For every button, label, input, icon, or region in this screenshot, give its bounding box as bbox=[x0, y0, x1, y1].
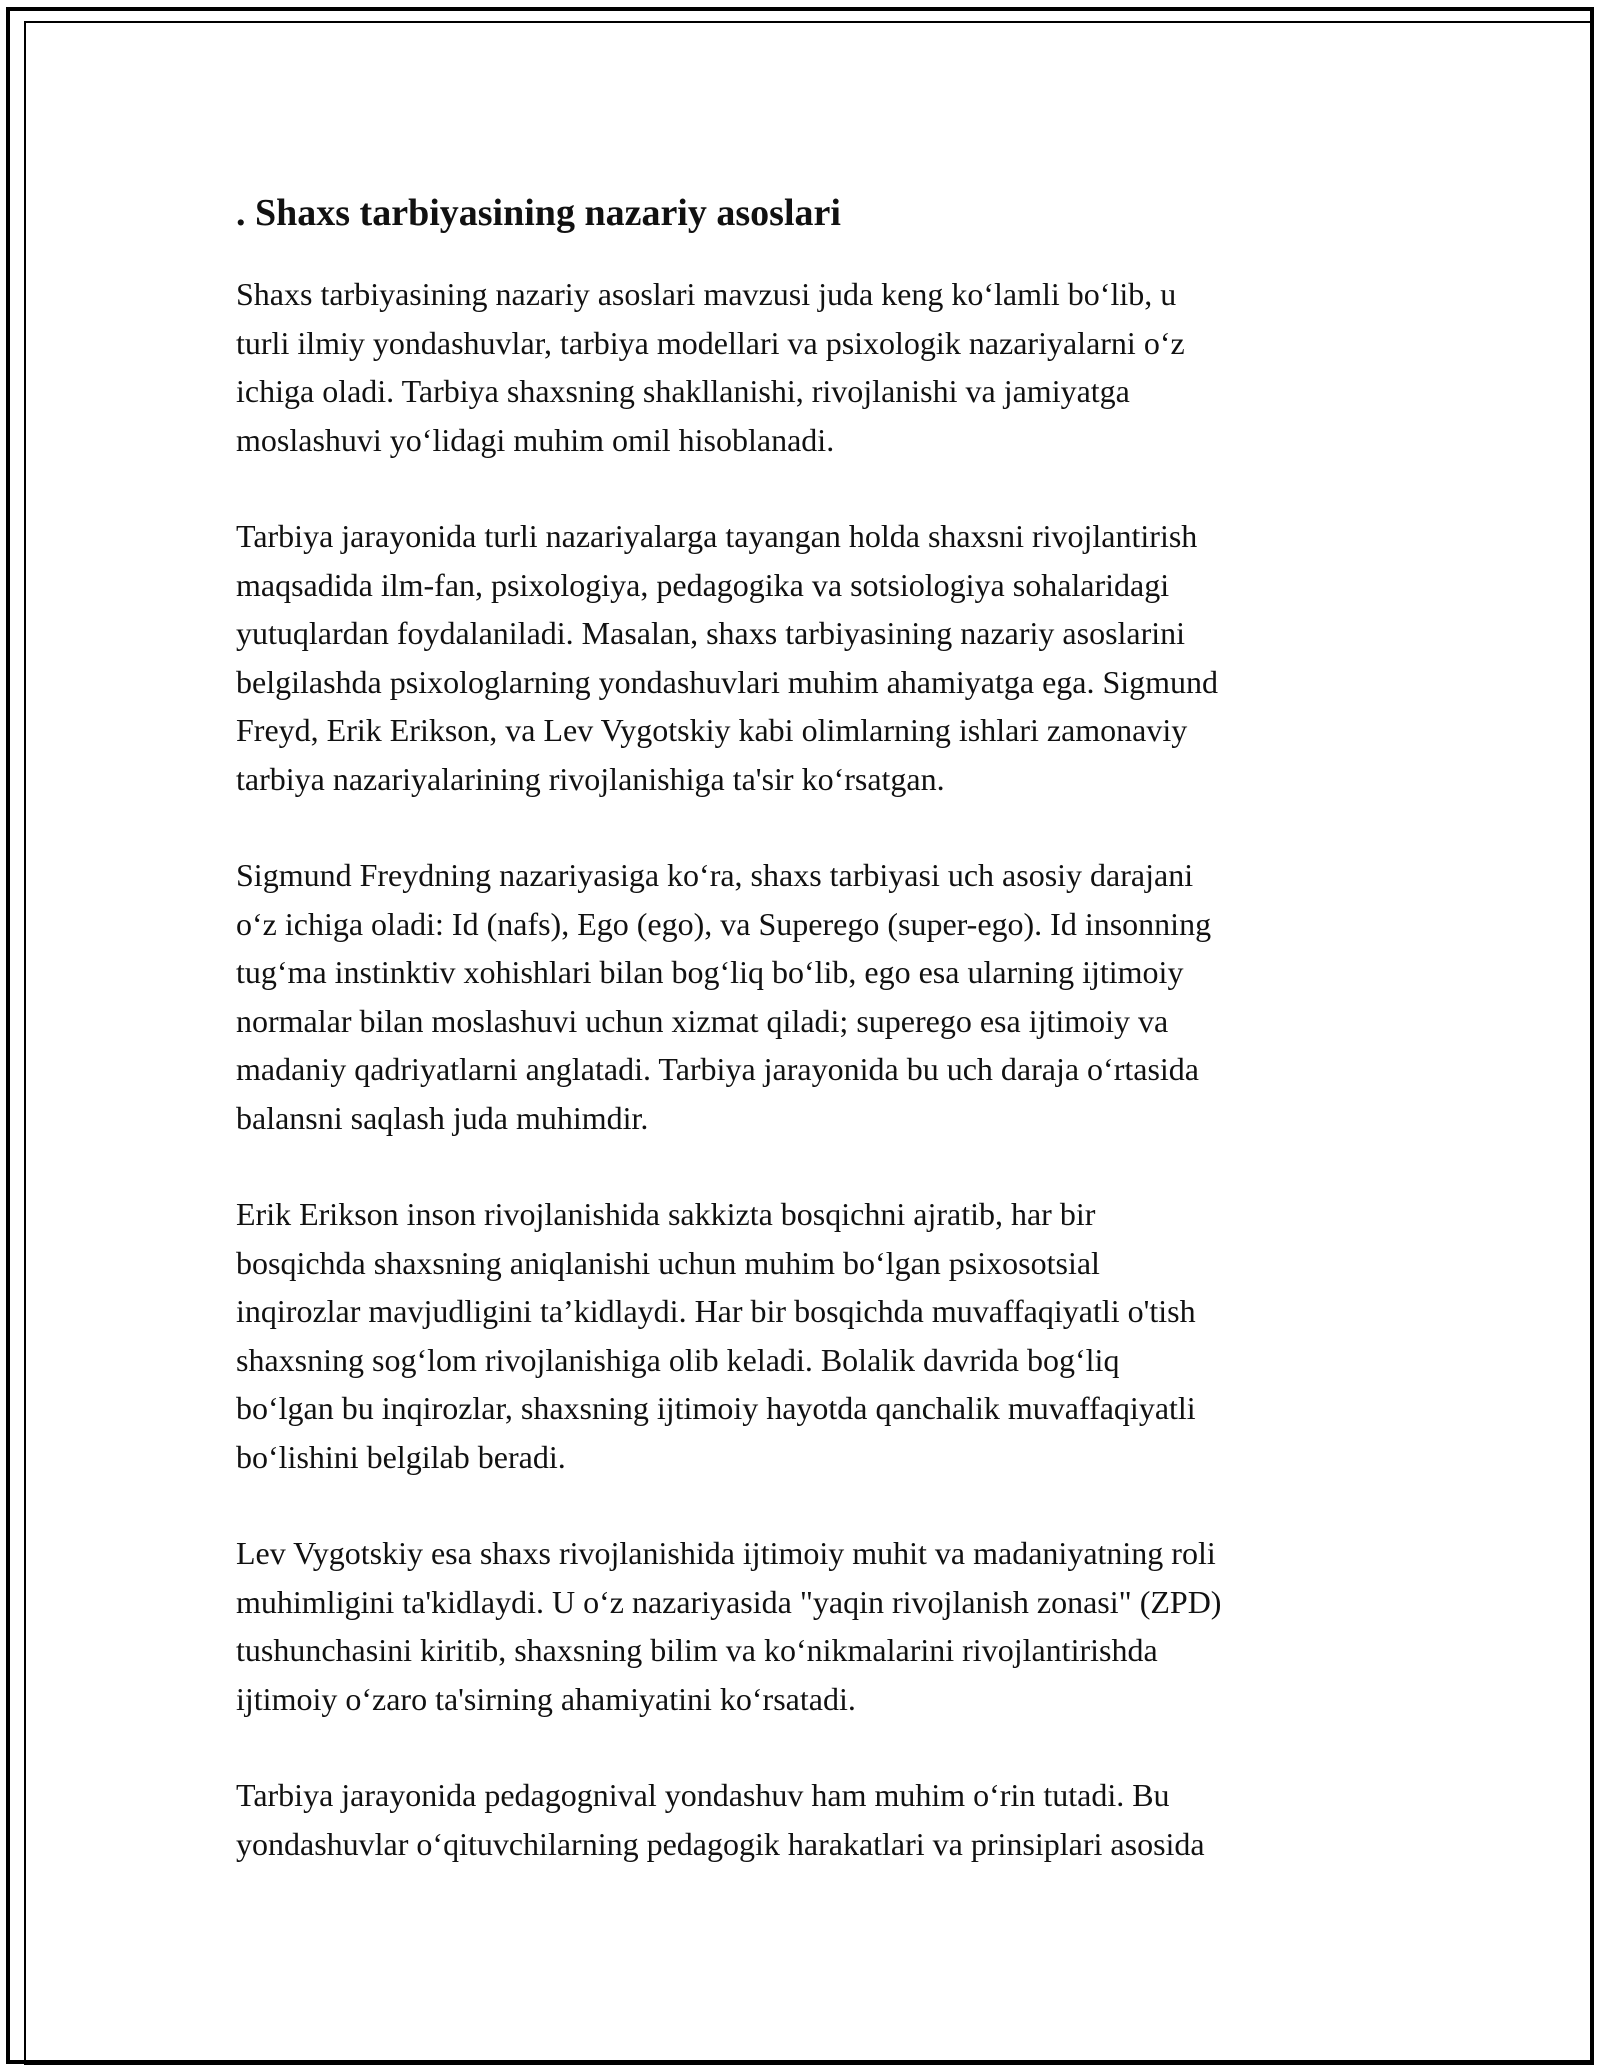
text-line: maqsadida ilm-fan, psixologiya, pedagogika va sotsiologiya sohalaridagi bbox=[236, 566, 1170, 603]
text-line: tarbiya nazariyalarining rivojlanishiga ta'sir koʻrsatgan. bbox=[236, 760, 945, 797]
text-line: madaniy qadriyatlarni anglatadi. Tarbiya jarayonida bu uch daraja oʻrtasida bbox=[236, 1051, 1199, 1087]
text-line: turli ilmiy yondashuvlar, tarbiya modellari va psixologik nazariyalarni oʻz bbox=[236, 324, 1185, 361]
text-line: Sigmund Freydning nazariyasiga koʻra, shaxs tarbiyasi uch asosiy darajani bbox=[236, 857, 1194, 893]
text-line: Freyd, Erik Erikson, va Lev Vygotskiy kabi olimlarning ishlari zamonaviy bbox=[236, 712, 1188, 748]
paragraph-4 bbox=[236, 1190, 1386, 1481]
text-line: belgilashda psixologlarning yondashuvlari muhim ahamiyatga ega. Sigmund bbox=[236, 663, 1219, 700]
text-line: muhimligini ta'kidlaydi. U oʻz nazariyasida "yaqin rivojlanish zonasi" (ZPD) bbox=[236, 1583, 1222, 1620]
text-line: inqirozlar mavjudligini ta’kidlaydi. Har bir bosqichda muvaffaqiyatli o'tish bbox=[236, 1293, 1196, 1329]
text-line: tugʻma instinktiv xohishlari bilan bogʻliq boʻlib, ego esa ularning ijtimoiy bbox=[236, 954, 1184, 990]
document-body bbox=[236, 183, 1386, 1916]
document-title: . Shaxs tarbiyasining nazariy asoslari bbox=[236, 192, 841, 234]
text-line: Tarbiya jarayonida pedagognival yondashuv ham muhim oʻrin tutadi. Bu bbox=[236, 1777, 1170, 1813]
paragraph-1 bbox=[236, 270, 1386, 464]
text-line: ijtimoiy oʻzaro ta'sirning ahamiyatini koʻrsatadi. bbox=[236, 1680, 856, 1717]
text-line: moslashuvi yoʻlidagi muhim omil hisoblanadi. bbox=[236, 421, 835, 458]
text-line: Lev Vygotskiy esa shaxs rivojlanishida ijtimoiy muhit va madaniyatning roli bbox=[236, 1535, 1216, 1571]
text-line: shaxsning sogʻlom rivojlanishiga olib keladi. Bolalik davrida bogʻliq bbox=[236, 1341, 1120, 1378]
text-line: tushunchasini kiritib, shaxsning bilim va koʻnikmalarini rivojlantirishda bbox=[236, 1632, 1158, 1668]
text-line: balansni saqlash juda muhimdir. bbox=[236, 1099, 649, 1136]
text-line: yondashuvlar oʻqituvchilarning pedagogik harakatlari va prinsiplari asosida bbox=[236, 1825, 1205, 1862]
paragraph-6 bbox=[236, 1771, 1386, 1868]
text-line: yutuqlardan foydalaniladi. Masalan, shaxs tarbiyasining nazariy asoslarini bbox=[236, 615, 1186, 651]
text-line: boʻlishini belgilab beradi. bbox=[236, 1438, 566, 1475]
text-line: normalar bilan moslashuvi uchun xizmat qiladi; superego esa ijtimoiy va bbox=[236, 1002, 1169, 1039]
text-line: Shaxs tarbiyasining nazariy asoslari mavzusi juda keng koʻlamli boʻlib, u bbox=[236, 276, 1177, 312]
text-line: Tarbiya jarayonida turli nazariyalarga tayangan holda shaxsni rivojlantirish bbox=[236, 518, 1198, 554]
paragraph-5 bbox=[236, 1529, 1386, 1723]
paragraph-2 bbox=[236, 512, 1386, 803]
paragraph-3 bbox=[236, 851, 1386, 1142]
text-line: boʻlgan bu inqirozlar, shaxsning ijtimoiy hayotda qanchalik muvaffaqiyatli bbox=[236, 1390, 1196, 1426]
text-line: ichiga oladi. Tarbiya shaxsning shakllanishi, rivojlanishi va jamiyatga bbox=[236, 373, 1130, 409]
text-line: bosqichda shaxsning aniqlanishi uchun muhim boʻlgan psixosotsial bbox=[236, 1244, 1100, 1281]
text-line: Erik Erikson inson rivojlanishida sakkizta bosqichni ajratib, har bir bbox=[236, 1196, 1096, 1232]
text-line: oʻz ichiga oladi: Id (nafs), Ego (ego), va Superego (super-ego). Id insonning bbox=[236, 905, 1212, 942]
